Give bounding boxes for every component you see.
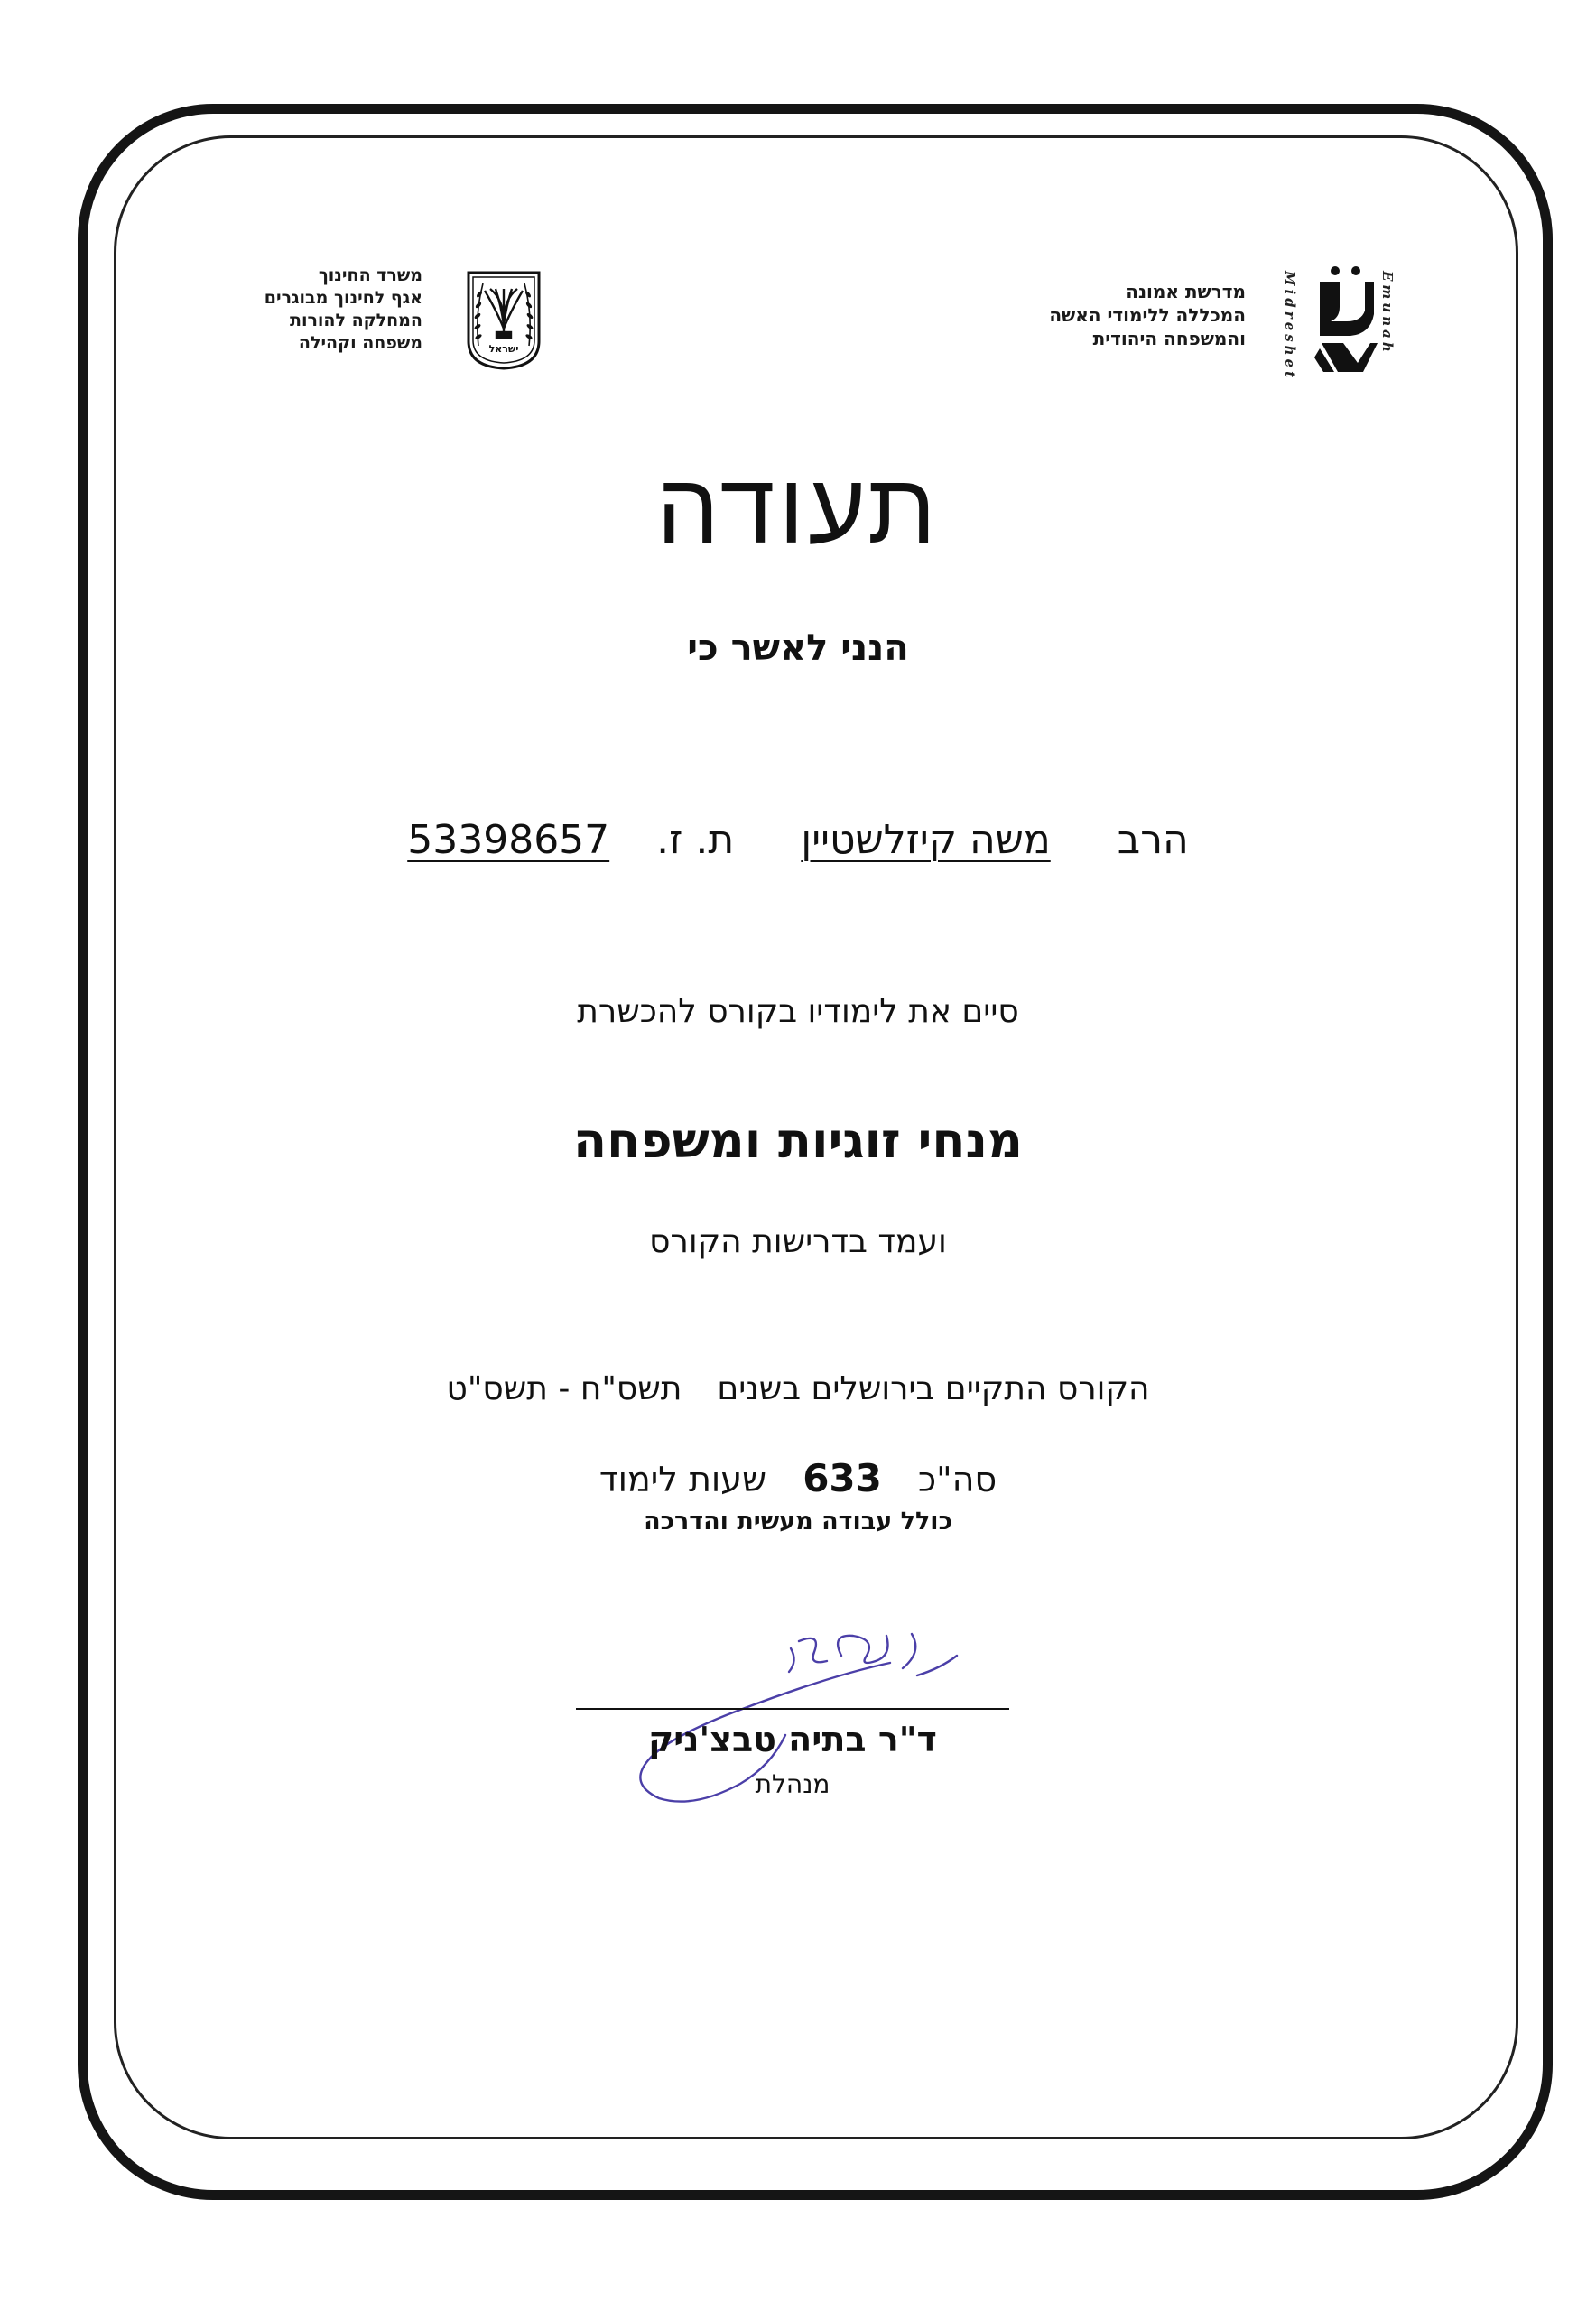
ministry-line: משרד החינוך (318, 265, 422, 285)
school-line: והמשפחה היהודית (1092, 328, 1246, 349)
completed-text: סיים את לימודיו בקורס להכשרת (577, 993, 1019, 1030)
ministry-line: משפחה וקהילה (298, 333, 422, 353)
honorific: הרב (1117, 817, 1189, 863)
school-line: מדרשת אמונה (1126, 281, 1246, 302)
id-number: 53398657 (407, 817, 610, 863)
total-hours: 633 (803, 1456, 882, 1500)
school-header (1049, 280, 1246, 350)
emblem-text: ישראל (488, 343, 519, 355)
recipient-name: משה קיזלשטיין (801, 817, 1051, 863)
years-from: תשס"ח (580, 1370, 682, 1407)
signer-name: ד"ר בתיה טבצ'ניק (648, 1720, 937, 1759)
hours-label: שעות לימוד (598, 1460, 766, 1499)
total-hours-line (0, 1456, 1596, 1500)
course-held-line (0, 1370, 1596, 1407)
logo-latin-right: Emunah (1379, 271, 1396, 356)
held-text: הקורס התקיים בירושלים בשנים (717, 1370, 1150, 1407)
ministry-header (264, 265, 422, 355)
certificate-title: תעודה (656, 450, 940, 566)
requirements-text: ועמד בדרישות הקורס (649, 1223, 947, 1260)
state-emblem-icon (465, 269, 543, 370)
logo-latin-left: Midreshet (1282, 271, 1298, 382)
signer-role: מנהלת (755, 1769, 830, 1799)
ministry-line: המחלקה להורות (289, 311, 422, 330)
years-separator: - (558, 1370, 571, 1407)
school-line: המכללה ללימודי האשה (1049, 304, 1246, 326)
signature-line (576, 1708, 1009, 1710)
includes-text: כולל עבודה מעשית והדרכה (644, 1508, 952, 1536)
school-logo-icon (1284, 262, 1401, 377)
years-to: תשס"ט (446, 1370, 548, 1407)
certify-line: הנני לאשר כי (687, 627, 909, 669)
course-name: מנחי זוגיות ומשפחה (572, 1112, 1024, 1169)
ministry-line: אגף לחינוך מבוגרים (264, 288, 422, 308)
total-label: סה"כ (918, 1460, 998, 1499)
id-label: ת. ז. (656, 817, 735, 863)
recipient-line (0, 817, 1596, 863)
